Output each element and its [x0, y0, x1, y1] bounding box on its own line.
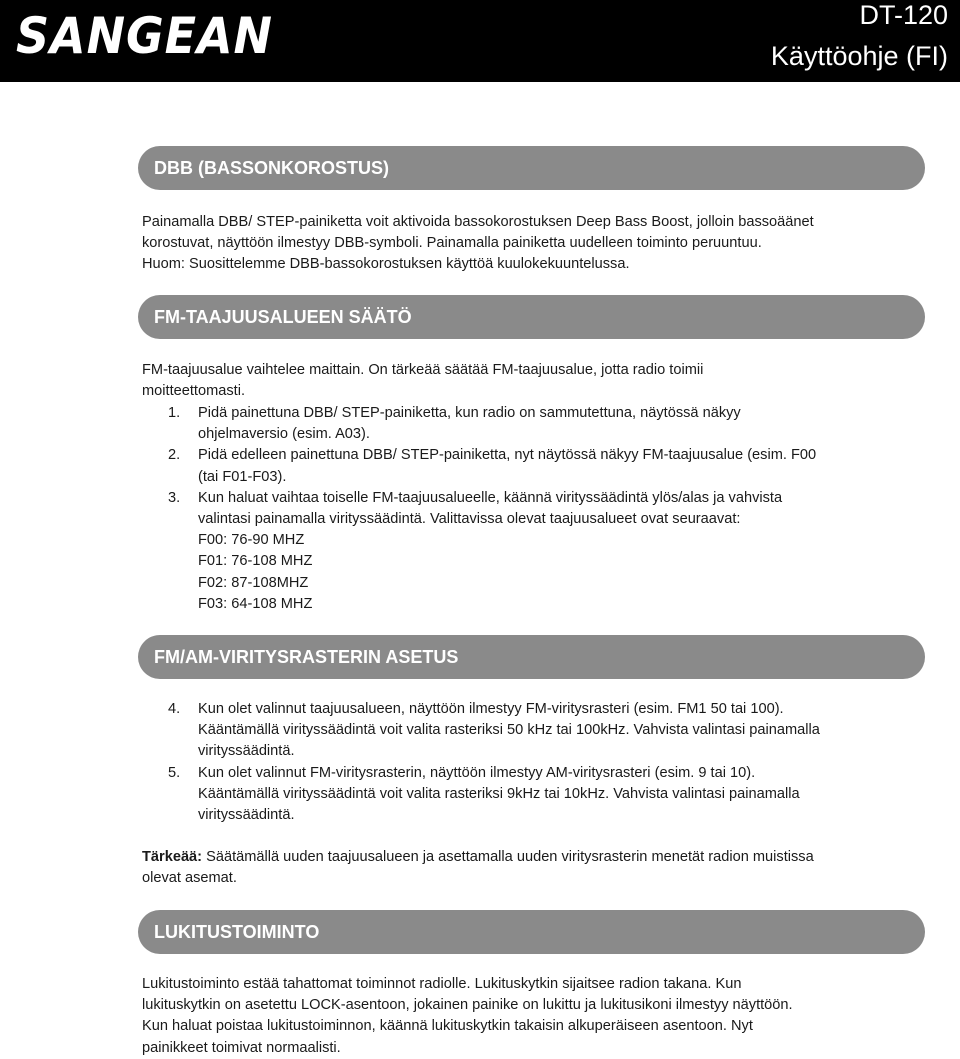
list-number: 5.: [168, 764, 181, 781]
raster-steps: [142, 699, 912, 826]
important-note: [142, 847, 912, 889]
list-number: 3.: [168, 489, 181, 506]
text-line: FM-taajuusalue vaihtelee maittain. On tärkeää säätää FM-taajuusalue, jotta radio toimii: [142, 362, 704, 378]
text-line: Pidä painettuna DBB/ STEP-painiketta, kun radio on sammutettuna, näytössä näkyy: [198, 405, 741, 421]
lock-paragraph: [142, 974, 912, 1059]
list-item: [142, 699, 912, 763]
document-subtitle: Käyttöohje (FI): [770, 41, 948, 71]
list-number: 1.: [168, 405, 181, 421]
text-line: (tai F01-F03).: [198, 468, 287, 485]
text-line: virityssäädintä.: [198, 807, 295, 824]
text-line: Kääntämällä virityssäädintä voit valita rasteriksi 9kHz tai 10kHz. Vahvista valintasi painamalla: [198, 785, 800, 802]
fm-band-steps: [142, 403, 912, 615]
text-line: Painamalla DBB/ STEP-painiketta voit aktivoida bassokorostuksen Deep Bass Boost, jolloin bassoäänet: [142, 214, 814, 230]
note-text: Säätämällä uuden taajuusalueen ja asettamalla uuden viritysrasterin menetät radion muistissa: [202, 849, 814, 865]
page-header: [0, 0, 960, 82]
list-item: [142, 445, 912, 487]
section-title-dbb: DBB (BASSONKOROSTUS): [138, 146, 925, 190]
text-line: Lukitustoiminto estää tahattomat toiminnot radiolle. Lukituskytkin sijaitsee radion takana. Kun: [142, 976, 742, 992]
dbb-paragraph: [142, 212, 912, 276]
list-number: 2.: [168, 447, 181, 464]
band-option: F03: 64-108 MHZ: [198, 595, 313, 612]
text-line: ohjelmaversio (esim. A03).: [198, 426, 370, 443]
text-line: Kun haluat poistaa lukitustoiminnon, käännä lukituskytkin takaisin alkuperäiseen asentoon. Nyt: [142, 1018, 753, 1035]
text-line: Kun olet valinnut taajuusalueen, näyttöön ilmestyy FM-viritysrasteri (esim. FM1 50 tai 100).: [198, 701, 784, 717]
text-line: olevat asemat.: [142, 870, 237, 887]
text-line: virityssäädintä.: [198, 743, 295, 760]
band-option: F00: 76-90 MHZ: [198, 532, 305, 549]
text-line: Huom: Suosittelemme DBB-bassokorostuksen käyttöä kuulokekuuntelussa.: [142, 256, 630, 273]
list-item: [142, 403, 912, 445]
text-line: painikkeet toimivat normaalisti.: [142, 1039, 341, 1056]
list-number: 4.: [168, 701, 181, 717]
brand-logo: SANGEAN: [16, 7, 273, 65]
section-title-fm-band: FM-TAAJUUSALUEEN SÄÄTÖ: [138, 295, 925, 339]
list-item: [142, 763, 912, 827]
section-title-raster: FM/AM-VIRITYSRASTERIN ASETUS: [138, 635, 925, 679]
text-line: Kun haluat vaihtaa toiselle FM-taajuusalueelle, käännä virityssäädintä ylös/alas ja vahvista: [198, 489, 783, 506]
text-line: moitteettomasti.: [142, 383, 246, 400]
text-line: korostuvat, näyttöön ilmestyy DBB-symboli. Painamalla painiketta uudelleen toiminto peruuntuu.: [142, 235, 762, 252]
text-line: Kääntämällä virityssäädintä voit valita rasteriksi 50 kHz tai 100kHz. Vahvista valintasi painamalla: [198, 722, 820, 739]
note-label: Tärkeää:: [142, 849, 203, 865]
text-line: Kun olet valinnut FM-viritysrasterin, näyttöön ilmestyy AM-viritysrasteri (esim. 9 tai 10).: [198, 764, 756, 781]
band-option: F01: 76-108 MHZ: [198, 553, 313, 570]
text-line: Pidä edelleen painettuna DBB/ STEP-painiketta, nyt näytössä näkyy FM-taajuusalue (esim. F00: [198, 447, 817, 464]
band-option: F02: 87-108MHZ: [198, 574, 309, 591]
text-line: lukituskytkin on asetettu LOCK-asentoon, jokainen painike on lukittu ja lukitusikoni ilmestyy näyttöön.: [142, 997, 793, 1014]
section-title-lock: LUKITUSTOIMINTO: [138, 910, 925, 954]
model-number: DT-120: [859, 0, 948, 30]
list-item: [142, 488, 912, 615]
fm-band-intro: [142, 360, 912, 402]
text-line: valintasi painamalla virityssäädintä. Valittavissa olevat taajuusalueet ovat seuraavat:: [198, 511, 741, 528]
